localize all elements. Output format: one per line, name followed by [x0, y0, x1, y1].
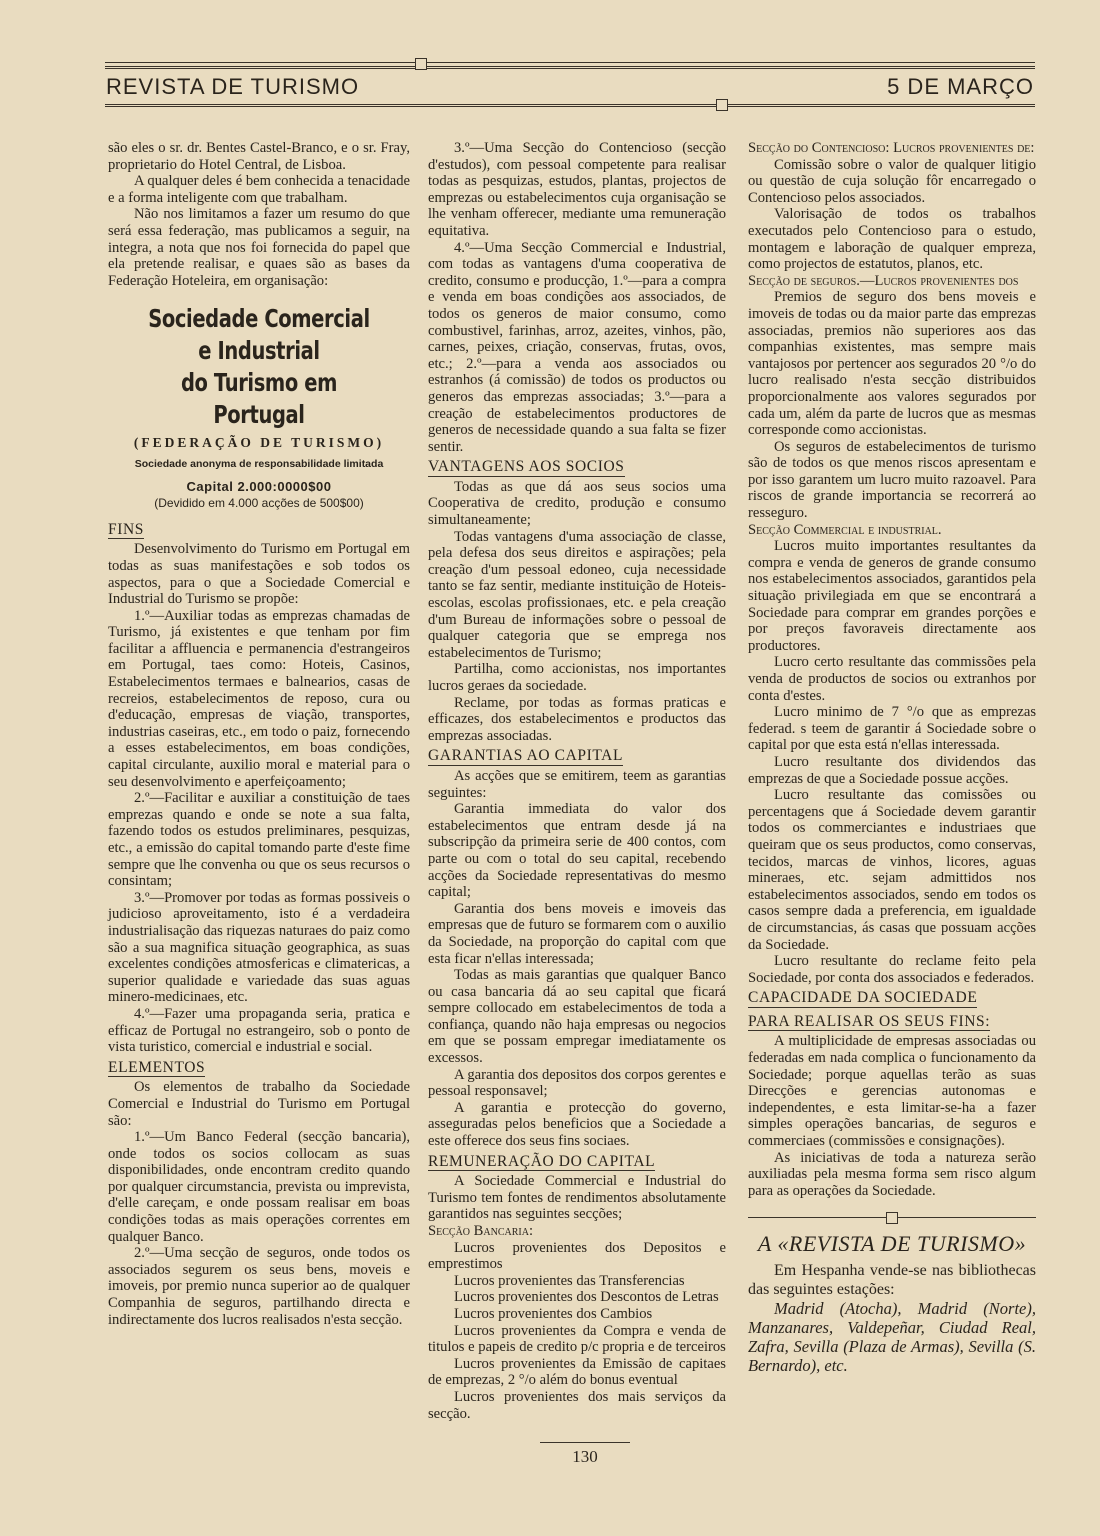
- paragraph: são eles o sr. dr. Bentes Castel-Branco, e o sr. Fray, proprietario do Hotel Central, de Lisboa.: [108, 140, 410, 173]
- section-heading-elementos: ELEMENTOS: [108, 1058, 206, 1076]
- paragraph: Lucro certo resultante das commissões pela venda de productos de socios ou extranhos por conta d'estes.: [748, 654, 1036, 704]
- magazine-title: REVISTA DE TURISMO: [106, 74, 360, 99]
- paragraph: Lucro resultante das comissões ou percentagens que á Sociedade devem garantir todos os commerciantes e industriaes que queiram que os seus productos, como conservas, tecidos, marcas de vinhos, licores, aguas mineraes, etc. sejam admittidos nos estabelecimentos associados, sendo em todos os casos sempre dada a preferencia, em igualdade de circumstancias, ás casas que possuam acções da Sociedade.: [748, 787, 1036, 953]
- paragraph: Lucros provenientes dos Depositos e emprestimos: [428, 1239, 726, 1273]
- subsection-heading-bancaria: Secção Bancaria:: [428, 1223, 534, 1239]
- section-heading-garantias: GARANTIAS AO CAPITAL: [428, 747, 624, 765]
- section-heading-remuneracao: REMUNERAÇÃO DO CAPITAL: [428, 1152, 656, 1170]
- paragraph: Desenvolvimento do Turismo em Portugal em todas as suas manifestações e sob todos os aspectos, para o que a Sociedade Comercial e Industrial do Turismo se propõe:: [108, 541, 410, 608]
- paragraph: A Sociedade Commercial e Industrial do Turismo tem fontes de rendimentos absolutamente garantidos nas seguintes secções;: [428, 1173, 726, 1223]
- paragraph: As iniciativas de toda a natureza serão auxiliadas pela mesma forma sem risco algum para as operações da Sociedade.: [748, 1149, 1036, 1199]
- section-heading-vantagens: VANTAGENS AOS SOCIOS: [428, 458, 625, 476]
- paragraph: Todas as mais garantias que qualquer Banco ou casa bancaria dá ao seu capital que ficará sempre collocado em estabelecimentos de toda a confiança, quando não haja empresas ou negocios em que se possam empregar imediatamente os excessos.: [428, 967, 726, 1067]
- paragraph: 3.º—Uma Secção do Contencioso (secção d'estudos), com pessoal competente para realisar todas as pesquizas, estudos, plantas, projectos de emprezas ou estabelecimentos cuja organisação se lhe venham offerecer, mediante uma remuneração equitativa.: [428, 140, 726, 239]
- header-top-double-rule: [105, 66, 1035, 69]
- paragraph: 2.º—Uma secção de seguros, onde todos os associados segurem os seus bens, moveis e imoveis, por premio nunca superior ao de qualquer Companhia de seguros, partilhando directa e indirectamente dos lucros realisados n'esta secção.: [108, 1245, 410, 1328]
- paragraph: Lucros provenientes dos mais serviços da secção.: [428, 1388, 726, 1422]
- section-heading-capacidade-2: PARA REALISAR OS SEUS FINS:: [748, 1012, 991, 1030]
- header-top-rule: [105, 62, 1035, 63]
- subsection-heading-contencioso: Secção do Contencioso: Lucros provenientes de:: [748, 140, 1035, 156]
- section-heading-capacidade: CAPACIDADE DA SOCIEDADE: [748, 989, 978, 1007]
- issue-date: 5 DE MARÇO: [887, 74, 1034, 99]
- paragraph: Lucro minimo de 7 °/o que as emprezas federad. s teem de garantir á Sociedade sobre o capital por que esta está n'ellas interessada.: [748, 704, 1036, 754]
- paragraph: 1.º—Auxiliar todas as emprezas chamadas de Turismo, já existentes e que tenham por fim facilitar a affluencia e permanencia d'estrangeiros em Portugal, taes como: Hoteis, Casinos, Estabelecimentos termaes e balnearios, casas de recreios, estabelecimentos de reposo, cura ou d'educação, empresas de viação, transportes, industrias caseiras, etc., em todo o paiz, fornecendo a esses estabelecimentos, em boas condições, capital circulante, auxilio moral e material para o seu desenvolvimento e aperfeiçoamento;: [108, 607, 410, 790]
- paragraph: Lucros provenientes dos Descontos de Letras: [454, 1289, 719, 1306]
- header-bottom-rule: [105, 104, 1035, 107]
- paragraph: A qualquer deles é bem conhecida a tenacidade e a forma inteligente com que trabalham.: [108, 173, 410, 206]
- paragraph: Garantia dos bens moveis e imoveis das empresas que de futuro se formarem com o auxilio da Sociedade, na proporção do capital com que esta ficar n'ellas interessada;: [428, 900, 726, 967]
- paragraph: Todas as que dá aos seus socios uma Cooperativa de credito, produção e consumo simultaneamente;: [428, 478, 726, 529]
- paragraph: Lucro resultante do reclame feito pela Sociedade, por conta dos associados e federados.: [748, 953, 1036, 986]
- notice-places: Madrid (Atocha), Madrid (Norte), Manzanares, Valdepeñar, Ciudad Real, Zafra, Sevilla (Plaza de Armas), Sevilla (S. Bernardo), etc.: [748, 1299, 1036, 1375]
- article-title-line-2: do Turismo em Portugal: [180, 368, 338, 430]
- paragraph: Os seguros de estabelecimentos de turismo são de todos os que menos riscos apresentam e por isso garantem um lucro muito razoavel. Para riscos de grande importancia se recorrerá ao resseguro.: [748, 438, 1036, 522]
- paragraph: Lucros provenientes dos Cambios: [454, 1305, 653, 1322]
- paragraph: Lucros provenientes da Compra e venda de titulos e papeis de credito p/c propria e de terceiros: [428, 1322, 726, 1356]
- company-type: Sociedade anonyma de responsabilidade limitada: [134, 457, 384, 470]
- header-ornament-left: [415, 58, 427, 70]
- column-1: [108, 140, 410, 1328]
- notice-title: A «REVISTA DE TURISMO»: [757, 1231, 1027, 1257]
- paragraph: Premios de seguro dos bens moveis e imoveis de todas ou da maior parte das emprezas associadas, premios não superiores aos das companhias existentes, mas sempre mais vantajosos por pertencer aos segurados 20 °/o do lucro realisado n'esta secção distribuidos proporcionalmente aos valores segurados por cada um, além da parte de lucros que as mesmas corresponde como accionistas.: [748, 289, 1036, 439]
- header-ornament-right: [716, 99, 728, 111]
- section-divider: [748, 1217, 1036, 1226]
- paragraph: Os elementos de trabalho da Sociedade Comercial e Industrial do Turismo em Portugal são:: [108, 1079, 410, 1129]
- article-title-line-1: Sociedade Comercial e Industrial: [148, 304, 370, 366]
- capital-line: Capital 2.000:0000$00: [186, 478, 332, 494]
- notice-text: Em Hespanha vende-se nas bibliothecas das seguintes estações:: [748, 1262, 1036, 1298]
- paragraph: 2.º—Facilitar e auxiliar a constituição de taes emprezas quando e onde se note a sua falta, fazendo todos os estudos preliminares, pesquizas, etc., a emissão do capital tomando parte d'este fime sempre que lhe convenha ou que os seus recursos o consintam;: [108, 790, 410, 890]
- capital-note: (Devidido em 4.000 acções de 500$00): [154, 496, 364, 511]
- paragraph: Partilha, como accionistas, nos importantes lucros geraes da sociedade.: [428, 661, 726, 694]
- subsection-heading-seguros: Secção de seguros.—Lucros provenientes dos: [748, 272, 1019, 289]
- paragraph: Lucros provenientes da Emissão de capitaes de emprezas, 2 °/o além do bonus eventual: [428, 1355, 726, 1389]
- paragraph: Não nos limitamos a fazer um resumo do que será essa federação, mas publicamos a seguir, na integra, a nota que nos foi fornecida do papel que ela pretende realisar, e quaes são as bases da Federação Hoteleira, em organisação:: [108, 206, 410, 289]
- subsection-heading-commercial: Secção Commercial e industrial.: [748, 521, 942, 538]
- paragraph: Todas vantagens d'uma associação de classe, pela defesa dos seus direitos e aspirações; pela creação d'um pessoal edoneo, cuja necessidade tanto se faz sentir, mediante instituição de Hoteis-escolas, escolas profissionaes, etc. e pela creação d'um Bureau de informações sobre o pessoal de qualquer categoria que se emprega nos estabelecimentos de Turismo;: [428, 528, 726, 661]
- paragraph: 3.º—Promover por todas as formas possiveis o judicioso aproveitamento, isto é a verdadeira industrialisação das riquezas naturaes do paiz como são a sua magnifica situação geographica, as suas excelentes condições atmosfericas e climatericas, a superior qualidade e variedade das suas aguas minero-medicinaes, etc.: [108, 889, 410, 1006]
- section-heading-fins: FINS: [108, 520, 144, 538]
- paragraph: 4.º—Uma Secção Commercial e Industrial, com todas as vantagens d'uma cooperativa de credito, consumo e producção, 1.º—para a compra e venda em boas condições aos associados, de todos os generos de maior consumo, como combustivel, farinhas, arroz, azeites, vinhos, pão, carnes, peixes, criação, conservas, frutas, ovos, etc.; 2.º—para a venda aos associados ou estranhos (á comissão) de todos os productos ou generos das emprezas associadas; 3.º—para a creação de estabelecimentos productores de generos de necessidade quando a sua falta se fizer sentir.: [428, 239, 726, 455]
- column-3: [748, 140, 1036, 1375]
- paragraph: Reclame, por todas as formas praticas e efficazes, dos estabelecimentos e productos das emprezas associadas.: [428, 694, 726, 744]
- paragraph: Garantia immediata do valor dos estabelecimentos que entram desde já na subscripção da primeira serie de 400 contos, com parte ou com o total do seu capital, recebendo acções da Sociedade representativas do mesmo capital;: [428, 801, 726, 901]
- column-2: [428, 140, 726, 1422]
- paragraph: Comissão sobre o valor de qualquer litigio ou questão de cuja solução fôr encarregado o Contencioso pelos associados.: [748, 156, 1036, 206]
- paragraph: Lucro resultante dos dividendos das emprezas de que a Sociedade possue acções.: [748, 753, 1036, 787]
- paragraph: A garantia dos depositos dos corpos gerentes e pessoal responsavel;: [428, 1066, 726, 1100]
- paragraph: 1.º—Um Banco Federal (secção bancaria), onde todos os socios collocam as suas disponibilidades, onde encontram credito quando por qualquer circumstancia, prevista ou imprevista, d'elle careçam, e onde possam realisar em boas condições todas as mais operações correntes em qualquer Banco.: [108, 1129, 410, 1245]
- divider-ornament: [886, 1212, 898, 1224]
- paragraph: Valorisação de todos os trabalhos executados pelo Contencioso para o estudo, montagem e laboração de qualquer empreza, como projectos de estatutos, planos, etc.: [748, 206, 1036, 273]
- article-subtitle: (FEDERAÇÃO DE TURISMO): [133, 435, 385, 451]
- paragraph: As acções que se emitirem, teem as garantias seguintes:: [428, 767, 726, 801]
- paragraph: A multiplicidade de empresas associadas ou federadas em nada complica o funcionamento da Sociedade; porque aquellas terão as suas Direcções e gerencias autonomas e independentes, e esta limitar-se-ha a fazer simples operações bancarias, de seguros e commerciaes (commissões e consignações).: [748, 1033, 1036, 1150]
- paragraph: 4.º—Fazer uma propaganda seria, pratica e efficaz de Portugal no estrangeiro, sob o ponto de vista turistico, comercial e industrial e social.: [108, 1005, 410, 1056]
- article-title: [141, 303, 377, 431]
- paragraph: Lucros provenientes das Transferencias: [454, 1272, 685, 1289]
- page-number: 130: [540, 1442, 630, 1467]
- paragraph: Lucros muito importantes resultantes da compra e venda de generos de grande consumo nos estabelecimentos associados, garantidos pela situação privilegiada em que se encontrará a Sociedade para comprar em grandes porções e por preços favoraveis directamente aos productores.: [748, 538, 1036, 654]
- paragraph: A garantia e protecção do governo, asseguradas pelos beneficios que a Sociedade a este offerece dos seus fins sociaes.: [428, 1099, 726, 1150]
